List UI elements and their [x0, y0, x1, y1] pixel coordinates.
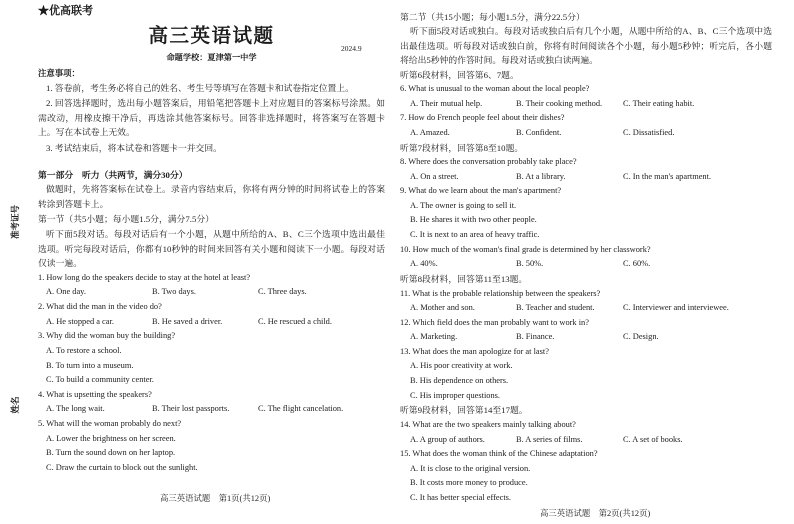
option-c: C. Dissatisfied.	[623, 128, 675, 137]
question-stem: 14. What are the two speakers mainly talking about?	[400, 420, 576, 429]
option-a: A. Marketing.	[410, 332, 458, 341]
option-a: A. His poor creativity at work.	[410, 361, 513, 370]
option-b: B. Two days.	[152, 287, 196, 296]
option-c: C. A set of books.	[623, 435, 683, 444]
section1-heading: 第一节（共5小题；每小题1.5分，满分7.5分）	[38, 214, 214, 224]
question-stem: 6. What is unusual to the woman about the local people?	[400, 84, 590, 93]
question-stem: 12. Which field does the man probably want to work in?	[400, 318, 589, 327]
option-b: B. At a library.	[516, 172, 566, 181]
option-c: C. The flight cancelation.	[258, 404, 344, 413]
option-a: A. A group of authors.	[410, 435, 485, 444]
option-a: A. Amazed.	[410, 128, 450, 137]
option-b: B. His dependence on others.	[410, 376, 509, 385]
option-a: A. It is close to the original version.	[410, 464, 531, 473]
segment-label: 听第8段材料，回答第11至13题。	[400, 274, 528, 284]
option-a: A. 40%.	[410, 259, 438, 268]
section2-heading: 第二节（共15小题；每小题1.5分，满分22.5分）	[400, 12, 585, 22]
question-stem: 11. What is the probable relationship between the speakers?	[400, 289, 601, 298]
option-c: C. Their eating habit.	[623, 99, 695, 108]
part1-heading: 第一部分 听力（共两节，满分30分）	[38, 170, 188, 180]
option-c: C. Three days.	[258, 287, 307, 296]
option-a: A. Their mutual help.	[410, 99, 483, 108]
section1-instructions: 听下面5段对话。每段对话后有一个小题，从题中所给的A、B、C三个选项中选出最佳选项。听完每段对话后，你都有10秒钟的时间来回答有关小题和阅读下一小题。每段对话仅读一遍。	[38, 229, 385, 269]
segment-label: 听第9段材料，回答第14至17题。	[400, 405, 528, 415]
exam-number-label: 准考证号	[10, 204, 20, 240]
option-c: C. Design.	[623, 332, 659, 341]
option-c: C. Draw the curtain to block out the sunlight.	[46, 463, 198, 472]
option-a: A. To restore a school.	[46, 346, 122, 355]
option-b: B. He saved a driver.	[152, 317, 223, 326]
exam-date: 2024.9	[341, 44, 362, 53]
option-a: A. One day.	[46, 287, 86, 296]
question-stem: 9. What do we learn about the man's apartment?	[400, 186, 562, 195]
option-c: C. To build a community center.	[46, 375, 154, 384]
part1-intro: 做题时，先将答案标在试卷上。录音内容结束后，你将有两分钟的时间将试卷上的答案转涂到答题卡上。	[38, 184, 385, 209]
question-stem: 4. What is upsetting the speakers?	[38, 390, 152, 399]
option-b: B. He shares it with two other people.	[410, 215, 537, 224]
page-title: 高三英语试题	[148, 26, 275, 47]
option-b: B. Teacher and student.	[516, 303, 595, 312]
option-b: B. A series of films.	[516, 435, 583, 444]
option-b: B. Their lost passports.	[152, 404, 230, 413]
note-item: 2. 回答选择题时，选出每小题答案后，用铅笔把答题卡上对应题目的答案标号涂黑。如需改动，用橡皮擦干净后，再选涂其他答案标号。回答非选择题时，将答案写在答题卡上。写在本试卷上无效。	[38, 98, 385, 138]
option-c: C. His improper questions.	[410, 391, 501, 400]
option-a: A. Mother and son.	[410, 303, 475, 312]
option-c: C. In the man's apartment.	[623, 172, 712, 181]
option-b: B. It costs more money to produce.	[410, 478, 528, 487]
question-stem: 3. Why did the woman buy the building?	[38, 331, 176, 340]
option-c: C. 60%.	[623, 259, 651, 268]
option-b: B. Their cooking method.	[516, 99, 603, 108]
page1-footer: 高三英语试题 第1页(共12页)	[160, 494, 271, 503]
option-b: B. To turn into a museum.	[46, 361, 134, 370]
option-a: A. On a street.	[410, 172, 459, 181]
school-line: 命题学校：夏津第一中学	[166, 53, 257, 62]
option-b: B. Finance.	[516, 332, 555, 341]
option-c: C. Interviewer and interviewee.	[623, 303, 729, 312]
question-stem: 15. What does the woman think of the Chinese adaptation?	[400, 449, 598, 458]
question-stem: 5. What will the woman probably do next?	[38, 419, 182, 428]
name-label: 姓名	[10, 396, 20, 414]
option-b: B. Confident.	[516, 128, 562, 137]
question-stem: 8. Where does the conversation probably take place?	[400, 157, 577, 166]
segment-label: 听第6段材料，回答第6、7题。	[400, 70, 519, 80]
question-stem: 2. What did the man in the video do?	[38, 302, 162, 311]
notes-heading: 注意事项：	[38, 69, 80, 78]
option-c: C. It is next to an area of heavy traffic.	[410, 230, 540, 239]
option-c: C. It has better special effects.	[410, 493, 512, 502]
option-c: C. He rescued a child.	[258, 317, 332, 326]
option-a: A. He stopped a car.	[46, 317, 114, 326]
note-item: 3. 考试结束后，将本试卷和答题卡一并交回。	[46, 143, 222, 153]
page2-footer: 高三英语试题 第2页(共12页)	[540, 509, 651, 518]
note-item: 1. 答卷前，考生务必将自己的姓名、考生号等填写在答题卡和试卷指定位置上。	[46, 83, 354, 93]
question-stem: 1. How long do the speakers decide to stay at the hotel at least?	[38, 273, 251, 282]
segment-label: 听第7段材料，回答第8至10题。	[400, 143, 524, 153]
question-stem: 7. How do French people feel about their dishes?	[400, 113, 565, 122]
option-a: A. The long wait.	[46, 404, 105, 413]
section2-instructions: 听下面5段对话或独白。每段对话或独白后有几个小题，从题中所给的A、B、C三个选项中选出最佳选项。听每段对话或独白前，你将有时间阅读各个小题，每小题5秒钟；听完后，各小题将给出5秒钟的作答时间。每段对话或独白读两遍。	[400, 26, 772, 66]
option-a: A. The owner is going to sell it.	[410, 201, 517, 210]
option-b: B. Turn the sound down on her laptop.	[46, 448, 176, 457]
question-stem: 10. How much of the woman's final grade is determined by her classwork?	[400, 245, 651, 254]
exam-badge: ★优高联考	[38, 5, 93, 17]
option-b: B. 50%.	[516, 259, 544, 268]
question-stem: 13. What does the man apologize for at last?	[400, 347, 549, 356]
option-a: A. Lower the brightness on her screen.	[46, 434, 176, 443]
